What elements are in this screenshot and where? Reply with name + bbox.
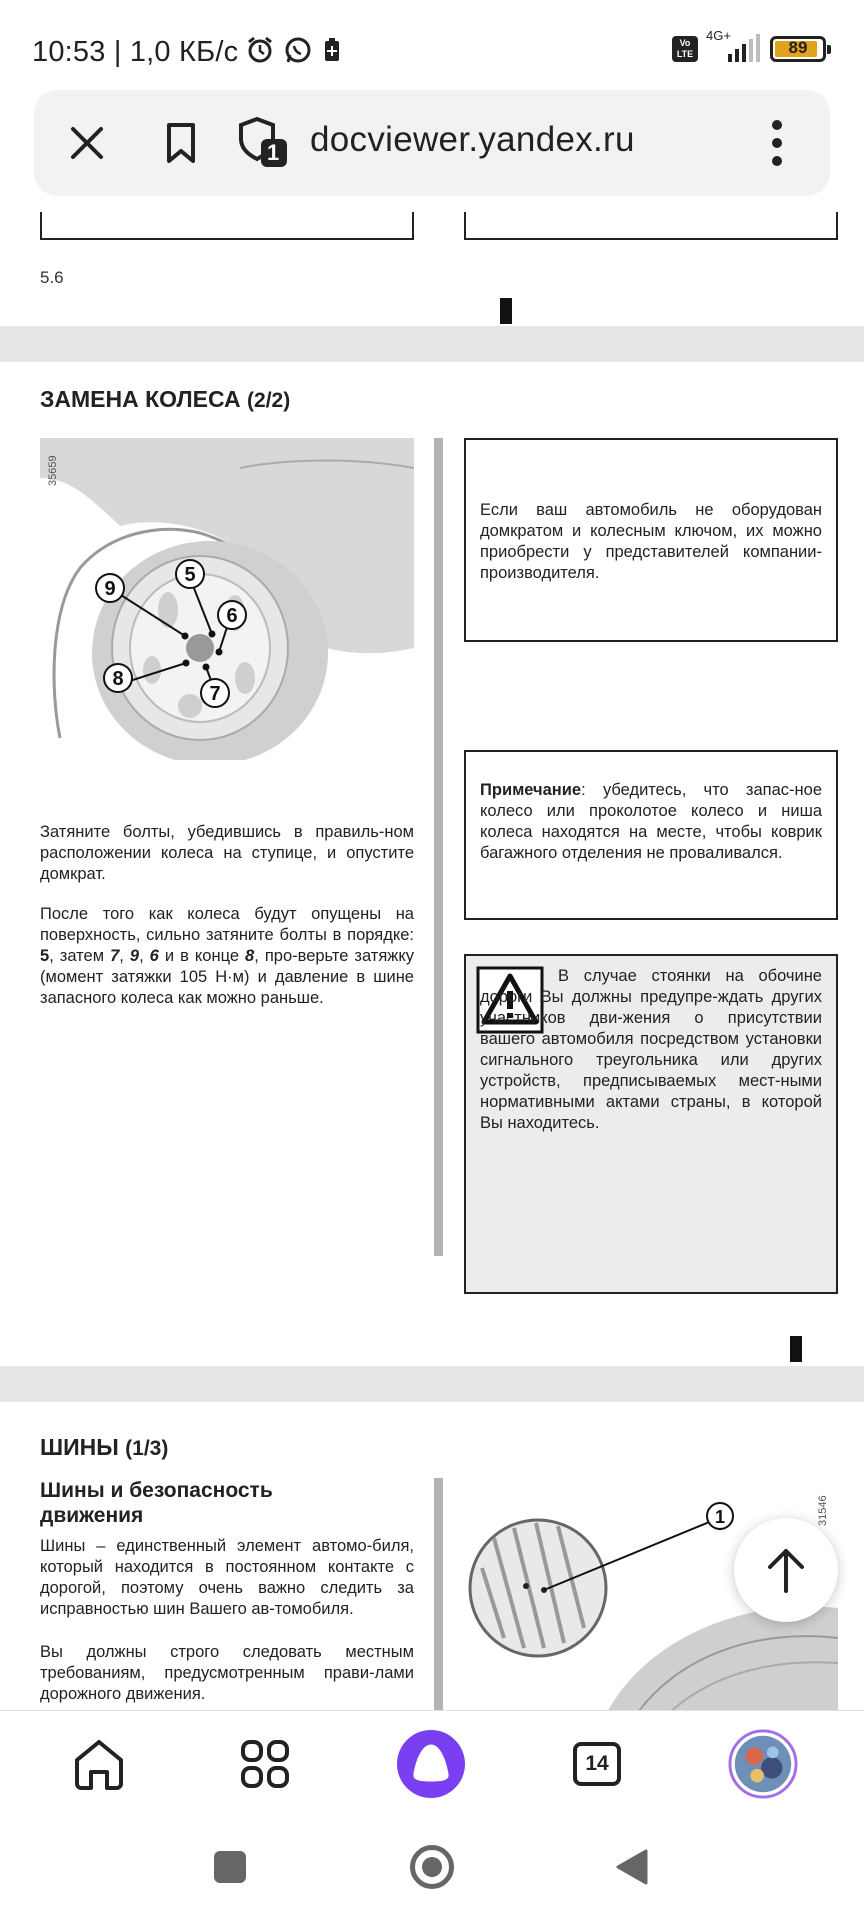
system-home-button[interactable] <box>410 1845 454 1889</box>
volte-icon: Vo LTE <box>672 36 698 62</box>
section-subtitle: Шины и безопасность движения <box>40 1479 273 1527</box>
column-divider <box>434 438 443 1256</box>
bolt-callout-6 <box>218 601 246 629</box>
paragraph-tighten-bolts: Затяните болты, убедившись в правиль-ном расположении колеса на ступице, и опустите домкрат. <box>40 823 414 883</box>
svg-text:8: 8 <box>112 668 124 690</box>
browser-bottom-nav <box>0 1710 864 1815</box>
bolt-callout-5 <box>176 560 204 588</box>
status-time: 10:53 | 1,0 КБ/с <box>32 36 239 68</box>
battery-saver-icon <box>321 35 343 65</box>
bolt-callout-7 <box>201 679 229 707</box>
whatsapp-icon <box>283 35 313 65</box>
signal-icon: 4G+ <box>706 34 762 64</box>
svg-text:6: 6 <box>226 605 238 627</box>
info-box-note: Примечание: убедитесь, что запас-ное колесо или проколотое колесо и ниша колеса находятся на месте, чтобы коврик багажного отделения не проваливался. <box>464 750 838 920</box>
paragraph-bolt-order: После того как колеса будут опущены на поверхность, сильно затяните болты в порядке: 5, затем 7, 9, 6 и в конце 8, про-верьте затяжку (момент затяжки 105 Н·м) и давление в шине запасного колеса как можно раньше. <box>40 905 414 1007</box>
status-system-icons <box>672 28 826 64</box>
page-gap <box>0 326 864 362</box>
back-button[interactable] <box>614 1847 650 1887</box>
svg-text:5: 5 <box>184 564 196 586</box>
prev-right-box <box>464 212 838 240</box>
site-security-button[interactable] <box>232 112 294 174</box>
doc-page-prev <box>0 212 864 326</box>
status-notification-icons <box>245 35 343 65</box>
home-button[interactable] <box>64 1729 134 1799</box>
image-code: 31546 <box>817 1495 829 1526</box>
paragraph-traffic-rules: Вы должны строго следовать местным требованиям, предусмотренным прави-лами дорожного движения. <box>40 1643 414 1703</box>
doc-page-wheel-change <box>0 362 864 1348</box>
arrow-up-icon <box>764 1545 808 1595</box>
system-navigation-bar <box>0 1815 864 1920</box>
page-marker <box>790 1336 802 1362</box>
doc-page-tires <box>0 1402 864 1710</box>
page-title: ШИНЫ (1/3) <box>40 1434 169 1460</box>
home-icon <box>71 1736 127 1792</box>
callout-1 <box>707 1503 733 1529</box>
scroll-to-top-button[interactable] <box>734 1518 838 1622</box>
column-divider <box>434 1478 443 1710</box>
info-box-jack: Если ваш автомобиль не оборудован домкратом и колесным ключом, их можно приобрести у представителей компании-производителя. <box>464 438 838 642</box>
page-marker <box>500 298 512 324</box>
page-gap <box>0 1366 864 1402</box>
svg-text:7: 7 <box>209 683 221 705</box>
document-viewer[interactable] <box>0 212 864 1710</box>
avatar <box>728 1728 798 1800</box>
close-icon <box>67 123 107 163</box>
browser-url-bar <box>34 90 830 196</box>
site-security-badge: 1 <box>267 140 280 165</box>
alice-icon <box>396 1728 466 1800</box>
battery-indicator: 89 <box>770 36 826 62</box>
url-text[interactable]: docviewer.yandex.ru <box>310 120 635 159</box>
page-number: 5.6 <box>40 268 64 287</box>
alice-button[interactable] <box>396 1729 466 1799</box>
paragraph-tires-contact: Шины – единственный элемент автомо-биля, который находится в постоянном контакте с дорогой, поэтому очень важно следить за исправностью шин Вашего ав-томобиля. <box>40 1537 414 1618</box>
menu-button[interactable] <box>746 112 808 174</box>
svg-text:1: 1 <box>714 1507 726 1527</box>
bolt-callout-8 <box>104 664 132 692</box>
bookmark-button[interactable] <box>150 112 212 174</box>
tabs-count: 14 <box>573 1742 621 1786</box>
image-code: 35659 <box>47 455 59 486</box>
prev-left-box <box>40 212 414 240</box>
more-vertical-icon <box>767 119 787 167</box>
page-title: ЗАМЕНА КОЛЕСА (2/2) <box>40 386 291 412</box>
alarm-icon <box>245 35 275 65</box>
wheel-illustration <box>40 438 414 760</box>
warning-box: В случае стоянки на обочине дороги Вы должны предупре-ждать других участников дви-жения о присутствии вашего автомобиля посредством установки сигнального треугольника или других устройств, предписываемых мест-ными нормативными актами страны, в которой Вы находитесь. <box>464 954 838 1294</box>
tabs-button[interactable] <box>562 1729 632 1799</box>
services-button[interactable] <box>230 1729 300 1799</box>
profile-button[interactable] <box>728 1729 798 1799</box>
recent-apps-button[interactable] <box>214 1851 246 1883</box>
bolt-callout-9 <box>96 574 124 602</box>
close-button[interactable] <box>56 112 118 174</box>
bookmark-icon <box>161 121 201 165</box>
grid-icon <box>239 1738 291 1790</box>
shield-icon <box>235 115 291 171</box>
status-bar <box>0 0 864 90</box>
svg-text:9: 9 <box>104 578 116 600</box>
